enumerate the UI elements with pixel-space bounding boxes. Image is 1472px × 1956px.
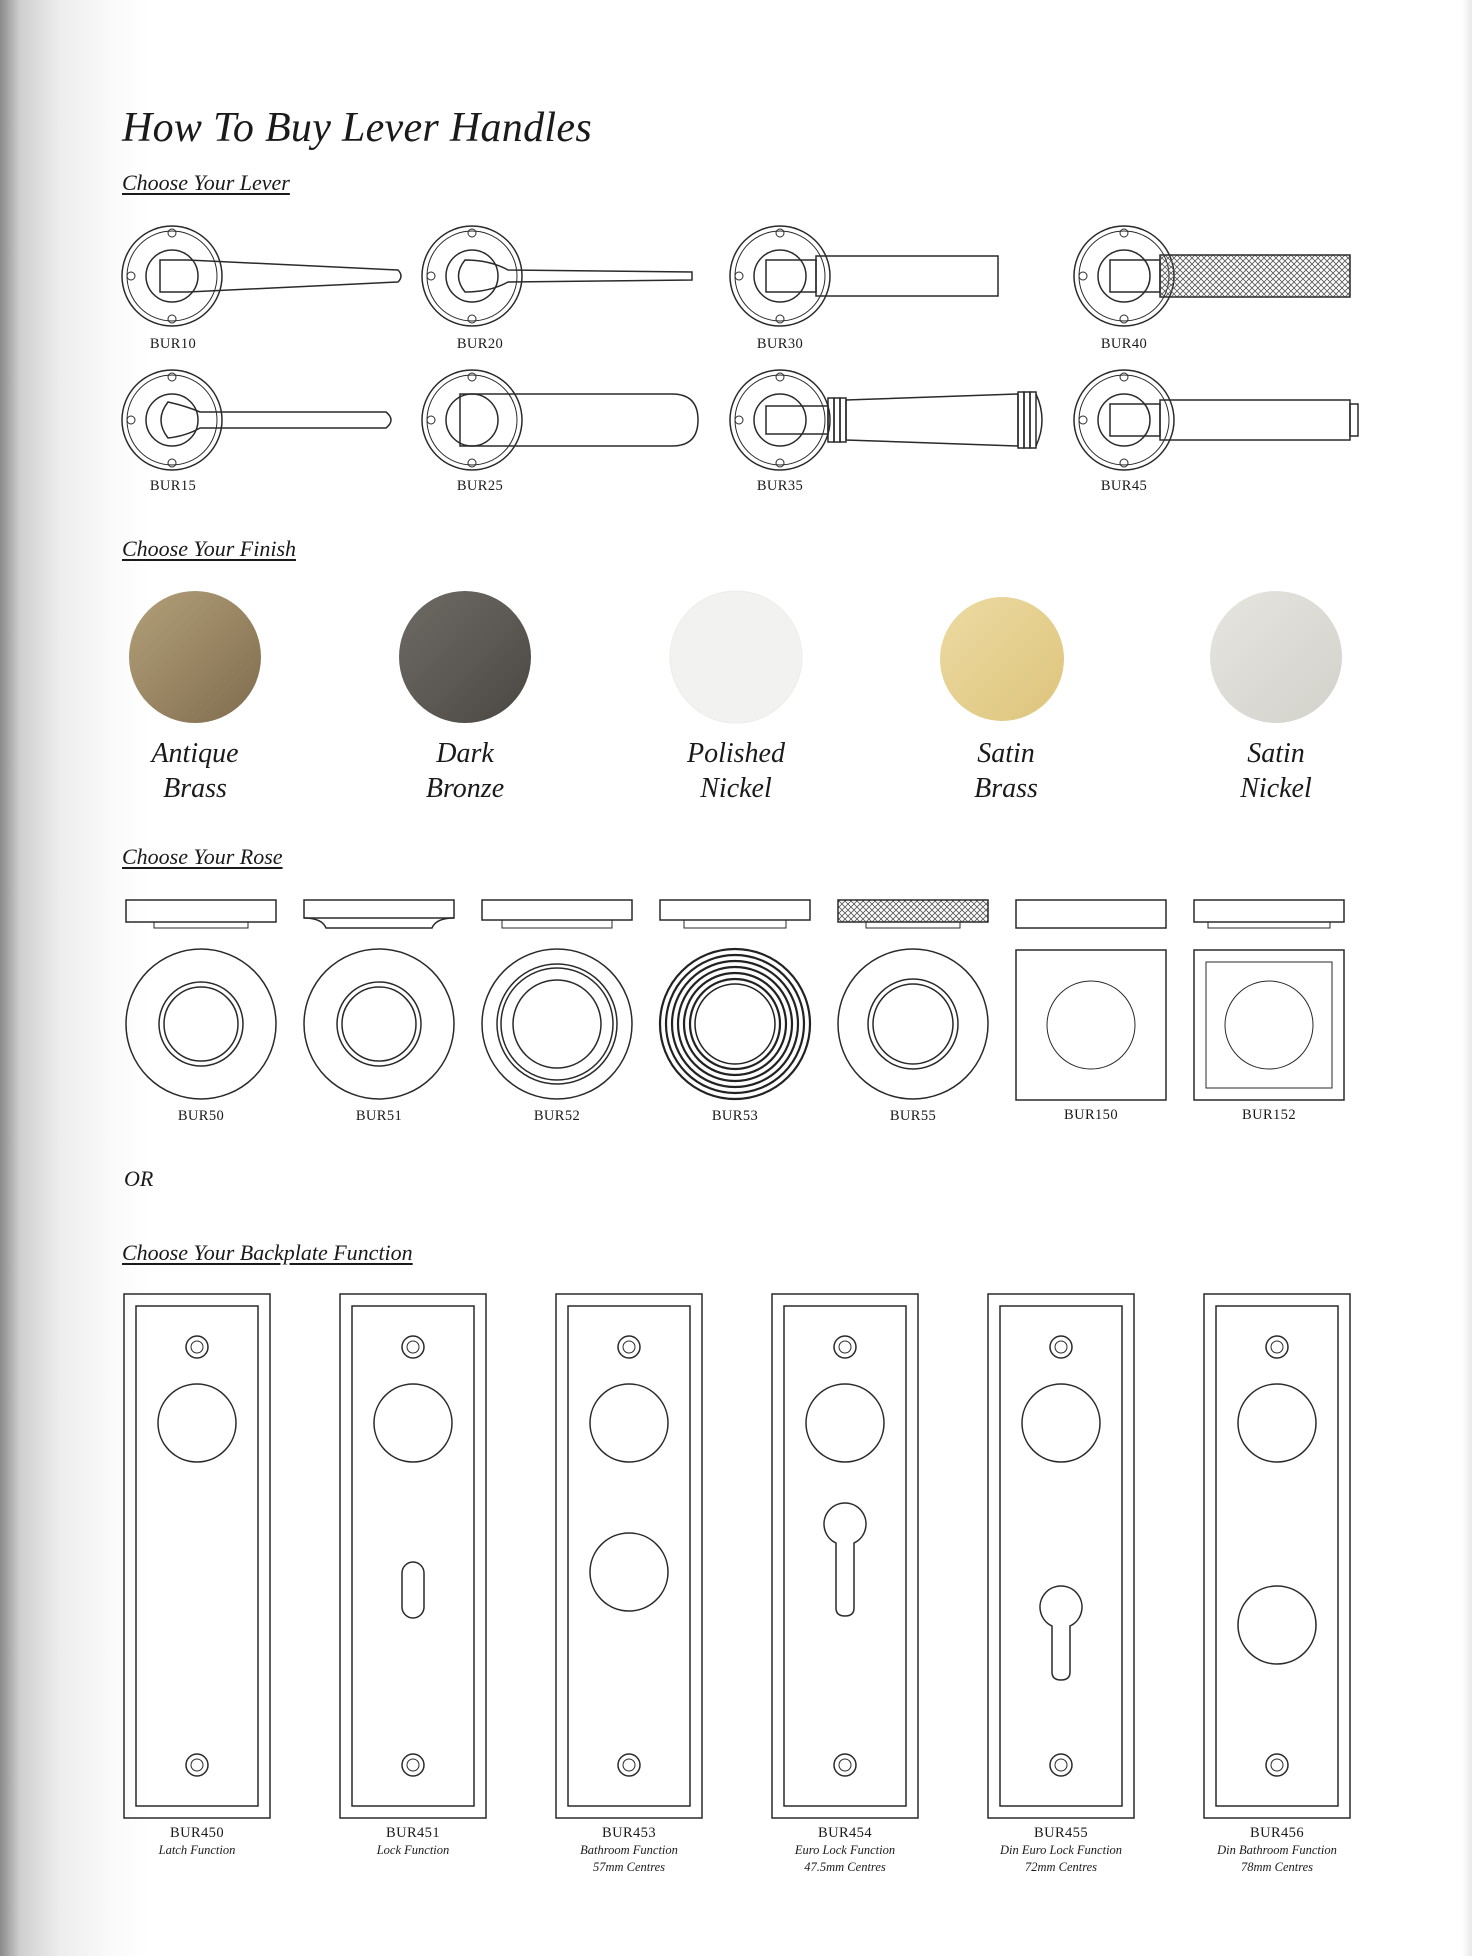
rose-code-bur52: BUR52 [533,1108,581,1124]
backplate-label-bur450: BUR450 Latch Function [158,1825,236,1857]
backplate-bur455-icon [986,1292,1136,1820]
finish-swatch-satin-nickel[interactable] [1209,590,1343,724]
lever-code-bur40: BUR40 [1100,336,1148,352]
backplate-label-bur455: BUR455 Din Euro Lock Function 72mm Centres [999,1825,1123,1874]
rose-bur150-icon [1014,898,1168,1102]
finish-label-satin-brass: Satin Brass [974,738,1038,804]
finish-label-polished-nickel: Polished Nickel [687,738,785,804]
rose-bur53-icon [658,898,812,1100]
backplate-label-bur456: BUR456 Din Bathroom Function 78mm Centres [1217,1825,1337,1874]
backplate-label-bur454: BUR454 Euro Lock Function 47.5mm Centres [794,1825,896,1874]
section-heading-finish: Choose Your Finish [122,536,297,561]
rose-code-bur50: BUR50 [177,1108,225,1124]
rose-code-bur51: BUR51 [355,1108,403,1124]
lever-code-bur35: BUR35 [756,478,804,494]
rose-bur52-icon [480,898,634,1100]
rose-code-bur55: BUR55 [889,1108,937,1124]
finish-swatch-dark-bronze[interactable] [398,590,532,724]
rose-code-bur152: BUR152 [1242,1107,1296,1123]
finish-label-satin-nickel: Satin Nickel [1240,738,1312,804]
section-heading-rose: Choose Your Rose [122,844,283,869]
lever-bur45-icon [1072,366,1372,474]
rose-bur152-icon [1192,898,1346,1102]
lever-code-bur45: BUR45 [1100,478,1148,494]
lever-bur25-icon [420,366,710,474]
section-heading-lever: Choose Your Lever [122,170,290,195]
rose-bur50-icon [124,898,278,1100]
backplate-bur456-icon [1202,1292,1352,1820]
rose-bur51-icon [302,898,456,1100]
finish-label-antique-brass: Antique Brass [151,738,239,804]
lever-bur20-icon [420,222,710,330]
or-divider-text: OR [124,1166,154,1191]
lever-bur10-icon [120,222,410,330]
lever-bur15-icon [120,366,410,474]
backplate-label-bur453: BUR453 Bathroom Function 57mm Centres [580,1825,678,1874]
finish-swatch-antique-brass[interactable] [128,590,262,724]
lever-code-bur30: BUR30 [756,336,804,352]
lever-code-bur15: BUR15 [149,478,197,494]
rose-bur55-icon [836,898,990,1100]
rose-code-bur150: BUR150 [1064,1107,1118,1123]
page-title: How To Buy Lever Handles [122,105,592,151]
backplate-label-bur451: BUR451 Lock Function [376,1825,450,1857]
backplate-bur450-icon [122,1292,272,1820]
lever-bur30-icon [728,222,1018,330]
backplate-bur451-icon [338,1292,488,1820]
backplate-bur454-icon [770,1292,920,1820]
lever-bur35-icon [728,366,1058,474]
backplate-bur453-icon [554,1292,704,1820]
lever-bur40-icon [1072,222,1362,330]
lever-code-bur10: BUR10 [149,336,197,352]
lever-code-bur20: BUR20 [456,336,504,352]
lever-code-bur25: BUR25 [456,478,504,494]
finish-label-dark-bronze: Dark Bronze [425,738,505,804]
finish-swatch-polished-nickel[interactable] [669,590,803,724]
section-heading-backplate: Choose Your Backplate Function [122,1240,413,1265]
finish-swatch-satin-brass[interactable] [939,596,1065,722]
rose-code-bur53: BUR53 [711,1108,759,1124]
